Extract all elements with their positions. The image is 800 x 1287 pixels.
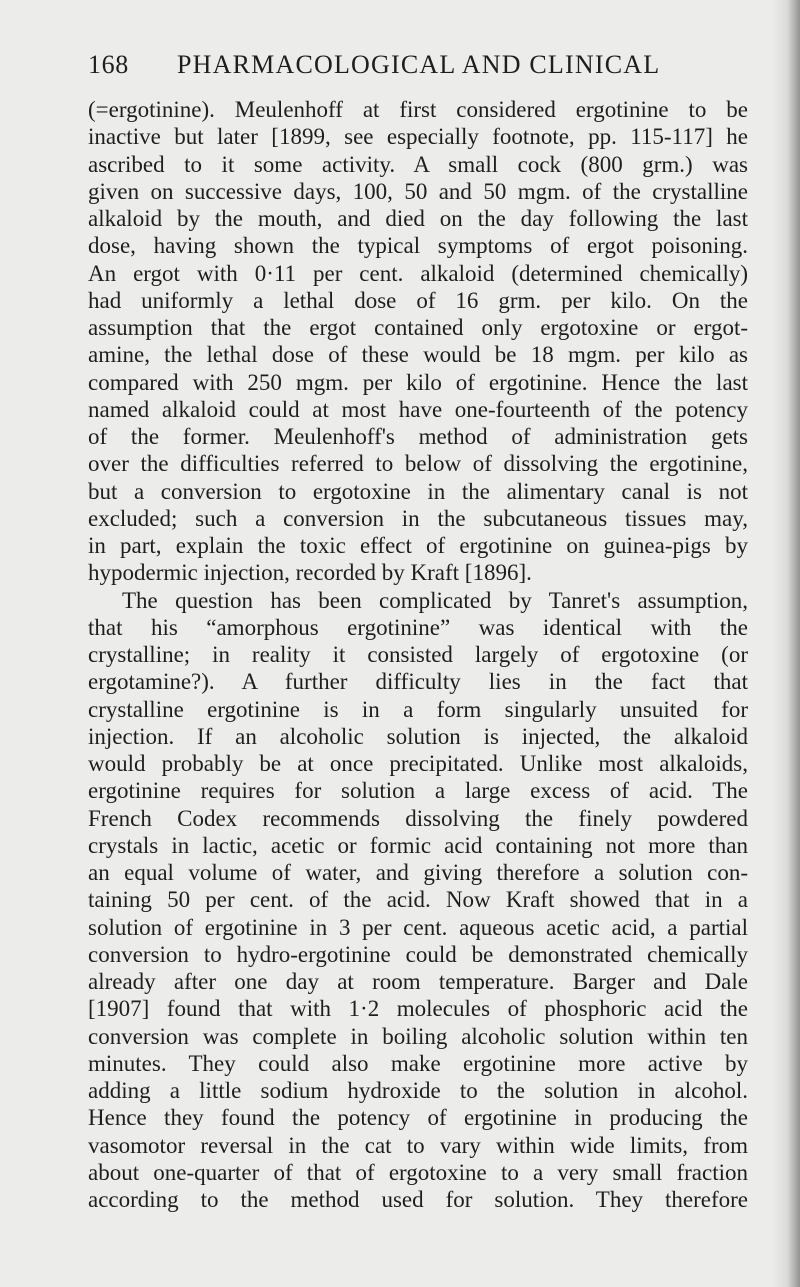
- text-line: taining 50 per cent. of the acid. Now Kraft showed that in a: [88, 887, 748, 913]
- text-line: crystalline; in reality it consisted largely of ergotoxine (or: [88, 642, 748, 667]
- text-line: Hence they found the potency of ergotinine in producing the: [88, 1105, 748, 1131]
- text-line: crystalline ergotinine is in a form singularly unsuited for: [88, 696, 748, 722]
- text-line: [1907] found that with 1·2 molecules of phosphoric acid the: [88, 996, 748, 1022]
- text-line: compared with 250 mgm. per kilo of ergotinine. Hence the last: [88, 369, 748, 395]
- text-line: (=ergotinine). Meulenhoff at first considered ergotinine to be: [88, 97, 748, 122]
- text-line: vasomotor reversal in the cat to vary within wide limits, from: [88, 1132, 748, 1158]
- text-line: already after one day at room temperature. Barger and Dale: [88, 969, 748, 994]
- text-line: but a conversion to ergotoxine in the alimentary canal is not: [88, 478, 748, 504]
- text-line: in part, explain the toxic effect of ergotinine on guinea-pigs by: [88, 533, 748, 558]
- text-line: dose, having shown the typical symptoms of ergot poisoning.: [88, 233, 748, 259]
- page-edge-shadow: [772, 0, 800, 1287]
- text-line: over the difficulties referred to below of dissolving the ergotinine,: [88, 451, 748, 477]
- paragraph-first-line: The question has been complicated by Tanret's assumption,: [122, 587, 748, 613]
- text-line: named alkaloid could at most have one-fourteenth of the potency: [88, 396, 748, 422]
- text-line: ergotamine?). A further difficulty lies in the fact that: [88, 669, 748, 695]
- text-line: ascribed to it some activity. A small cock (800 grm.) was: [88, 151, 748, 177]
- text-line: would probably be at once precipitated. Unlike most alkaloids,: [88, 751, 748, 776]
- text-line: had uniformly a lethal dose of 16 grm. per kilo. On the: [88, 287, 748, 313]
- text-line: ergotinine requires for solution a large excess of acid. The: [88, 778, 748, 804]
- running-header: [88, 50, 748, 80]
- text-line: solution of ergotinine in 3 per cent. aqueous acetic acid, a partial: [88, 914, 748, 940]
- text-line: about one-quarter of that of ergotoxine to a very small fraction: [88, 1159, 748, 1185]
- text-line: of the former. Meulenhoff's method of administration gets: [88, 424, 748, 449]
- text-line: excluded; such a conversion in the subcutaneous tissues may,: [88, 505, 748, 531]
- text-line: an equal volume of water, and giving therefore a solution con-: [88, 860, 748, 885]
- text-line: inactive but later [1899, see especially footnote, pp. 115-117] he: [88, 124, 748, 150]
- text-line: crystals in lactic, acetic or formic acid containing not more than: [88, 832, 748, 858]
- text-line: amine, the lethal dose of these would be 18 mgm. per kilo as: [88, 342, 748, 368]
- paragraph-last-line: hypodermic injection, recorded by Kraft [1896].: [88, 560, 532, 586]
- text-line: conversion was complete in boiling alcoholic solution within ten: [88, 1023, 748, 1049]
- text-line: according to the method used for solution. They therefore: [88, 1187, 748, 1212]
- text-line: injection. If an alcoholic solution is injected, the alkaloid: [88, 723, 748, 749]
- text-line: conversion to hydro-ergotinine could be demonstrated chemically: [88, 941, 748, 967]
- text-line: given on successive days, 100, 50 and 50 mgm. of the crystalline: [88, 178, 748, 204]
- text-line: that his “amorphous ergotinine” was identical with the: [88, 614, 748, 640]
- running-title: PHARMACOLOGICAL AND CLINICAL: [177, 50, 661, 79]
- page-number: 168: [88, 50, 129, 79]
- text-line: assumption that the ergot contained only ergotoxine or ergot-: [88, 315, 748, 340]
- text-line: alkaloid by the mouth, and died on the day following the last: [88, 206, 748, 231]
- text-line: An ergot with 0·11 per cent. alkaloid (determined chemically): [88, 260, 748, 286]
- text-line: French Codex recommends dissolving the finely powdered: [88, 805, 748, 831]
- text-line: adding a little sodium hydroxide to the solution in alcohol.: [88, 1078, 748, 1103]
- text-line: minutes. They could also make ergotinine more active by: [88, 1050, 748, 1076]
- body-text: [88, 96, 748, 1213]
